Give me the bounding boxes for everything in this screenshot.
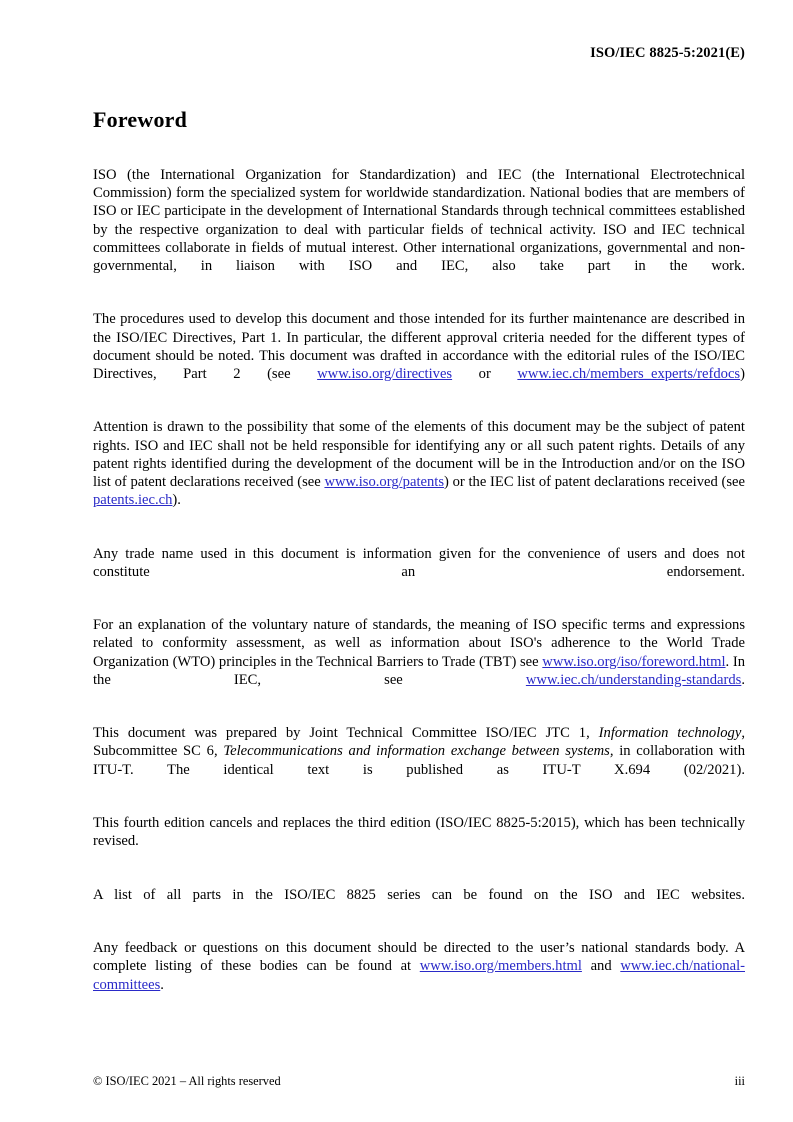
paragraph-text: Any trade name used in this document is information given for the convenience of users and does not constitute an endorsement. <box>93 545 745 580</box>
committee-title-information-technology: Information technology <box>598 725 742 742</box>
paragraph-text: This document was prepared by Joint Technical Committee ISO/IEC JTC 1, <box>93 725 599 742</box>
subcommittee-title-telecommunications: Telecommunications and information exchange between systems, <box>223 743 614 760</box>
paragraph-text: ). <box>172 492 181 509</box>
paragraph-voluntary-nature <box>93 616 745 707</box>
paragraph-text: . <box>160 976 164 993</box>
paragraph-text: . In the IEC, see <box>93 653 745 688</box>
link-iec-understanding-standards[interactable]: www.iec.ch/understanding-standards <box>525 671 742 688</box>
paragraph-procedures-directives <box>93 310 745 401</box>
paragraph-text: ) or the IEC list of patent declarations received (see <box>444 474 745 491</box>
link-iec-national-committees[interactable]: www.iec.ch/national-committees <box>93 958 745 993</box>
paragraph-text: in collaboration with ITU-T. The identical text is published as ITU-T X.694 (02/2021). <box>93 743 745 778</box>
paragraph-trade-name <box>93 545 745 600</box>
paragraph-text: This fourth edition cancels and replaces the third edition (ISO/IEC 8825-5:2015), which has been technically revised. <box>93 815 745 850</box>
link-iso-patents[interactable]: www.iso.org/patents <box>324 474 445 491</box>
link-patents-iec-ch[interactable]: patents.iec.ch <box>93 492 173 509</box>
paragraph-text: . <box>741 671 745 688</box>
paragraph-text: and <box>581 958 621 975</box>
link-iso-directives[interactable]: www.iso.org/directives <box>317 366 453 383</box>
paragraph-series-parts <box>93 886 745 922</box>
paragraph-text: Any feedback or questions on this document should be directed to the user’s national standards body. A complete listing of these bodies can be found at <box>93 940 745 975</box>
page-footer <box>93 1073 745 1089</box>
paragraph-committee-preparation <box>93 724 745 797</box>
paragraph-text: The procedures used to develop this document and those intended for its further maintenance are described in the ISO/IEC Directives, Part 1. In particular, the different approval criteria needed for the different types of document should be noted. This document was drafted in accordance with the editorial rules of the ISO/IEC Directives, Part 2 (see <box>93 311 745 383</box>
paragraph-edition-history <box>93 814 745 869</box>
page-title: Foreword <box>93 107 188 132</box>
paragraph-text: or <box>452 366 518 383</box>
paragraph-text: , Subcommittee SC 6, <box>93 725 745 760</box>
foreword-content <box>93 107 745 1012</box>
paragraph-text: For an explanation of the voluntary nature of standards, the meaning of ISO specific terms and expressions related to conformity assessment, as well as information about ISO's adherence to the World Trade Organization (WTO) principles in the Technical Barriers to Trade (TBT) see <box>93 617 745 670</box>
paragraph-patent-rights <box>93 418 745 527</box>
link-iec-members-experts-refdocs[interactable]: www.iec.ch/members_experts/refdocs <box>517 366 741 383</box>
paragraph-text: ISO (the International Organization for Standardization) and IEC (the International Electrotechnical Commission) form the specialized system for worldwide standardization. National bodies that are members of ISO or IEC participate in the development of International Standards through technical committees established by the respective organization to deal with particular fields of technical activity. ISO and IEC technical committees collaborate in fields of mutual interest. Other international organizations, governmental and non-governmental, in liaison with ISO and IEC, also take part in the work. <box>93 167 745 275</box>
paragraph-text: A list of all parts in the ISO/IEC 8825 series can be found on the ISO and IEC websites. <box>93 886 745 903</box>
paragraph-text: Attention is drawn to the possibility that some of the elements of this document may be the subject of patent rights. ISO and IEC shall not be held responsible for identifying any or all such patent rights. Details of any patent rights identified during the development of the document will be in the Introduction and/or on the ISO list of patent declarations received (see <box>93 419 745 491</box>
copyright-notice: © ISO/IEC 2021 – All rights reserved <box>93 1074 281 1088</box>
link-iso-members-html[interactable]: www.iso.org/members.html <box>419 958 582 975</box>
document-header-reference: ISO/IEC 8825-5:2021(E) <box>590 45 745 61</box>
paragraph-feedback <box>93 939 745 1012</box>
paragraph-text: ) <box>740 366 745 383</box>
paragraph-scope-of-iso-iec <box>93 166 745 293</box>
page-number: iii <box>734 1074 745 1088</box>
link-iso-foreword-html[interactable]: www.iso.org/iso/foreword.html <box>542 653 726 670</box>
